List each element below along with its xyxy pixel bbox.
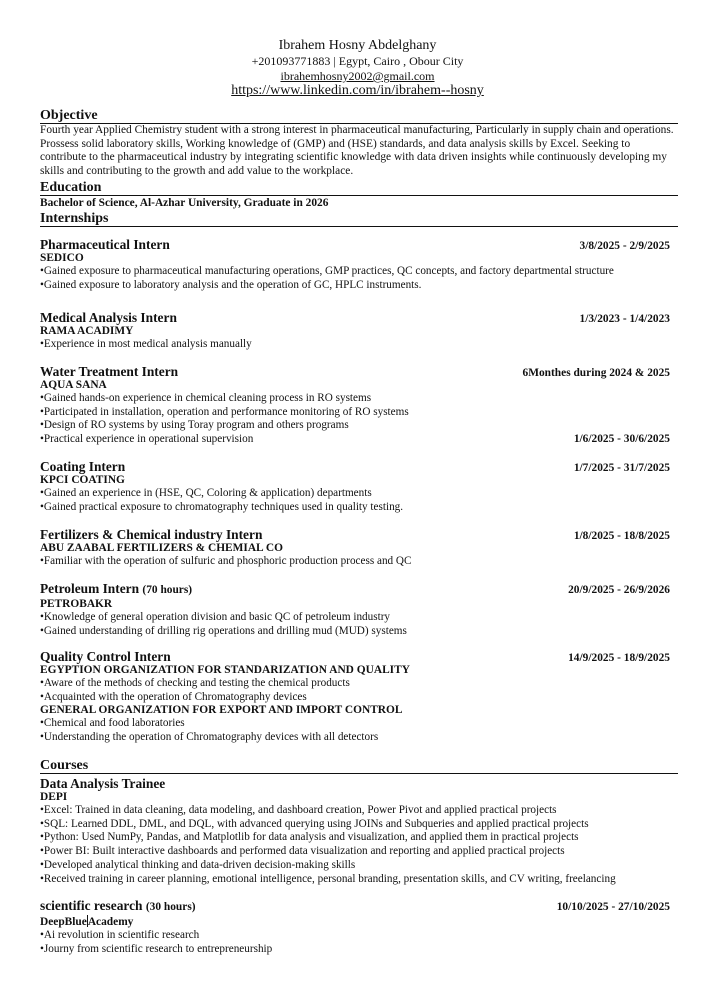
bullet-item: • Design of RO systems by using Toray program and others programs	[40, 419, 678, 433]
internship-entry	[40, 581, 678, 638]
resume-header	[0, 38, 715, 99]
course-entry	[40, 898, 678, 956]
date-range: 20/9/2025 - 26/9/2026	[568, 584, 670, 596]
date-range: 1/8/2025 - 18/8/2025	[573, 530, 670, 542]
bullet-item: • Participated in installation, operation and performance monitoring of RO systems	[40, 406, 678, 420]
organization	[40, 915, 678, 929]
contact-line: +201093771883 | Egypt, Cairo , Obour City	[251, 54, 464, 68]
course-entry	[40, 776, 678, 886]
organization-secondary: GENERAL ORGANIZATION FOR EXPORT AND IMPORT CONTROL	[40, 704, 403, 717]
email-link[interactable]: ibrahemhosny2002@gmail.com	[280, 69, 435, 83]
organization: KPCI COATING	[40, 474, 125, 486]
role-title: Coating Intern	[40, 459, 126, 474]
date-range: 1/7/2025 - 31/7/2025	[573, 462, 670, 474]
bullet-item: • Gained hands-on experience in chemical cleaning process in RO systems	[40, 392, 678, 406]
role-title: Fertilizers & Chemical industry Intern	[40, 527, 263, 542]
candidate-name: Ibrahem Hosny Abdelghany	[278, 38, 437, 53]
org-part: DeepBlue	[40, 916, 87, 928]
linkedin-link[interactable]: https://www.linkedin.com/in/ibrahem--hosny	[231, 83, 484, 98]
role-title: Water Treatment Intern	[40, 364, 179, 379]
bullet-item: • Python: Used NumPy, Pandas, and Matplotlib for data analysis and visualization, and applied them in practical projects	[40, 831, 678, 845]
organization: ABU ZAABAL FERTILIZERS & CHEMIAL CO	[40, 542, 283, 554]
education-degree: Bachelor of Science, Al-Azhar University, Graduate in 2026	[40, 197, 329, 209]
section-title-internships: Internships	[40, 212, 678, 227]
organization: AQUA SANA	[40, 379, 107, 391]
bullet-item: • Acquainted with the operation of Chromatography devices	[40, 691, 678, 705]
section-title-education: Education	[40, 181, 678, 196]
bullet-item: • Knowledge of general operation division and basic QC of petroleum industry	[40, 611, 678, 625]
date-range: 14/9/2025 - 18/9/2025	[568, 652, 670, 664]
bullet-item: • Understanding the operation of Chromatography devices with all detectors	[40, 731, 678, 745]
bullet-item: • Familiar with the operation of sulfuric and phosphoric production process and QC	[40, 555, 678, 569]
role-name: Petroleum Intern	[40, 581, 140, 596]
date-range: 1/3/2023 - 1/4/2023	[579, 313, 670, 325]
bullet-item: • Journy from scientific research to entrepreneurship	[40, 943, 678, 957]
bullet-item: • SQL: Learned DDL, DML, and DQL, with advanced querying using JOINs and Subqueries and applied practical projects	[40, 818, 678, 832]
bullet-item: • Gained understanding of drilling rig operations and drilling mud (MUD) systems	[40, 625, 678, 639]
objective-text: Fourth year Applied Chemistry student with a strong interest in pharmaceutical manufacturing, Particularly in supply chain and operations. Prossess solid laboratory skills, Working knowledge of (GMP) and (HSE) standards, and data analysis skills by Excel. Seeking to contribute to the pharmaceutical industry by integrating scientific knowledge with data driven insights while continuously developing my skills and contributing to the growth and add value to the workplace.	[40, 124, 674, 177]
section-title-objective: Objective	[40, 109, 678, 124]
internship-entry	[40, 237, 678, 292]
organization: PETROBAKR	[40, 598, 113, 610]
bullet-item: • Gained exposure to pharmaceutical manufacturing operations, GMP practices, QC concepts, and factory departmental structure	[40, 265, 678, 279]
course-name: scientific research	[40, 898, 143, 913]
date-range: 6Monthes during 2024 & 2025	[522, 367, 670, 379]
role-title: Quality Control Intern	[40, 649, 171, 664]
date-range: 3/8/2025 - 2/9/2025	[579, 240, 670, 252]
bullet-item: • Experience in most medical analysis manually	[40, 338, 678, 352]
internship-entry	[40, 459, 678, 514]
organization: SEDICO	[40, 252, 84, 264]
internship-entry	[40, 649, 678, 745]
date-range: 1/6/2025 - 30/6/2025	[573, 433, 670, 446]
section-title-courses: Courses	[40, 759, 678, 774]
bullet-item: • Ai revolution in scientific research	[40, 929, 678, 943]
role-title: Pharmaceutical Intern	[40, 237, 170, 252]
bullet-item: • Gained practical exposure to chromatography techniques used in quality testing.	[40, 501, 678, 515]
internship-entry	[40, 310, 678, 352]
bullet-item: • Received training in career planning, emotional intelligence, personal branding, presentation skills, and CV writing, freelancing	[40, 873, 678, 887]
bullet-item: • Gained exposure to laboratory analysis and the operation of GC, HPLC instruments.	[40, 279, 678, 293]
bullet-item: • Power BI: Built interactive dashboards and performed data visualization and reporting and applied practical projects	[40, 845, 678, 859]
role-title: Medical Analysis Intern	[40, 310, 177, 325]
bullet-item: • Excel: Trained in data cleaning, data modeling, and dashboard creation, Power Pivot and applied practical projects	[40, 804, 678, 818]
hours-label: (30 hours)	[145, 901, 196, 913]
org-part: Academy	[87, 916, 134, 928]
internship-entry	[40, 527, 678, 569]
hours-label: (70 hours)	[142, 584, 193, 596]
internship-entry	[40, 364, 678, 447]
bullet-item: • Gained an experience in (HSE, QC, Coloring & application) departments	[40, 487, 678, 501]
role-title	[40, 581, 192, 598]
bullet-item: • Developed analytical thinking and data-driven decision-making skills	[40, 859, 678, 873]
organization: EGYPTION ORGANIZATION FOR STANDARIZATION AND QUALITY	[40, 664, 410, 676]
bullet-item: • Chemical and food laboratories	[40, 717, 678, 731]
organization: RAMA ACADIMY	[40, 325, 134, 337]
bullet-item: • Aware of the methods of checking and testing the chemical products	[40, 677, 678, 691]
course-title	[40, 898, 196, 915]
bullet-item: • Practical experience in operational supervision	[40, 433, 253, 447]
course-title: Data Analysis Trainee	[40, 776, 166, 791]
organization: DEPI	[40, 791, 68, 803]
date-range: 10/10/2025 - 27/10/2025	[556, 901, 670, 913]
